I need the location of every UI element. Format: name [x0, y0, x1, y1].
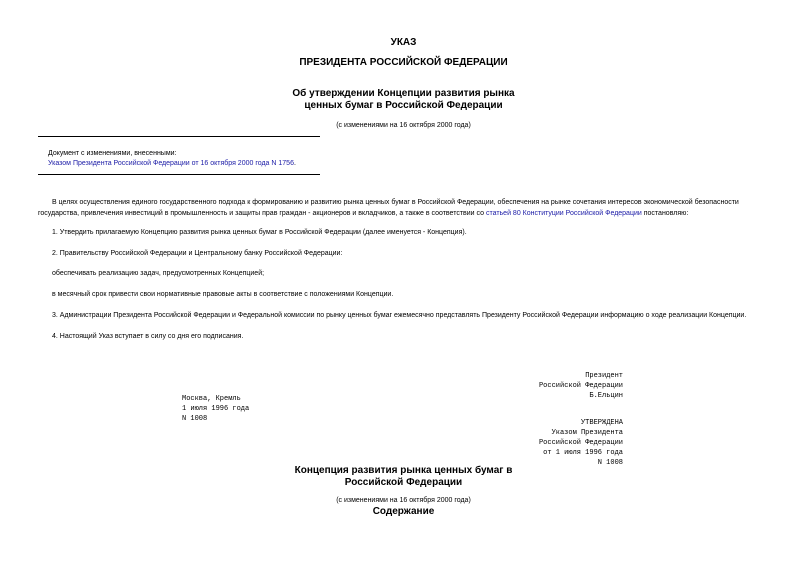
approved-title: УТВЕРЖДЕНА	[580, 419, 623, 427]
amendments-note: (с изменениями на 16 октября 2000 года)	[336, 122, 471, 129]
approved-number: N 1008	[597, 459, 623, 467]
signature-block	[470, 371, 623, 401]
concept-title-line-2: Российской Федерации	[344, 477, 463, 488]
document-box-label: Документ с изменениями, внесенными:	[48, 150, 177, 157]
item-2b: в месячный срок привести свои нормативные правовые акты в соответствие с положениями Концепции.	[52, 291, 394, 298]
document-box-link-line	[48, 158, 296, 169]
item-2a: обеспечивать реализацию задач, предусмотренных Концепцией;	[52, 270, 265, 277]
subject-line-2: ценных бумаг в Российской Федерации	[304, 100, 503, 111]
signature-name: Б.Ельцин	[589, 392, 623, 400]
approved-by: Указом Президента	[551, 429, 623, 437]
contents-heading: Содержание	[372, 506, 435, 517]
document-box-top-rule	[38, 136, 320, 137]
president-heading: ПРЕЗИДЕНТА РОССИЙСКОЙ ФЕДЕРАЦИИ	[299, 57, 508, 68]
concept-amendments-note: (с изменениями на 16 октября 2000 года)	[336, 497, 471, 504]
place-date-block	[182, 394, 249, 424]
approved-block	[470, 418, 623, 468]
date-line: 1 июля 1996 года	[182, 405, 250, 413]
document-box-bottom-rule	[38, 174, 320, 175]
signature-title: Президент	[585, 372, 623, 380]
intro-text-part2: постановляю:	[641, 210, 689, 217]
document-box-link-end: .	[293, 160, 296, 167]
approved-country: Российской Федерации	[538, 439, 623, 447]
subject-line-1: Об утверждении Концепции развития рынка	[292, 88, 515, 99]
intro-text-part1: В целях осуществления единого государственного подхода к формированию и развитию рынка ценных бумаг в Российской Федерации, обеспечения на рынке сочетания интересов экономической безопасности государства, привлечения инвестиций в промышленность и защиты прав граждан - акционеров и вкладчиков, а также в соответствии со	[38, 199, 739, 217]
item-3: 3. Администрации Президента Российской Федерации и Федеральной комиссии по рынку ценных бумаг ежемесячно представлять Президенту Российской Федерации информацию о ходе реализации Концепции.	[52, 312, 747, 319]
signature-country: Российской Федерации	[538, 382, 623, 390]
approved-date: от 1 июля 1996 года	[543, 449, 623, 457]
constitution-article-link[interactable]: статьей 80 Конституции Российской Федерации	[485, 210, 642, 217]
intro-paragraph	[38, 197, 769, 219]
place-line: Москва, Кремль	[182, 395, 241, 403]
item-4: 4. Настоящий Указ вступает в силу со дня его подписания.	[52, 333, 244, 340]
decree-heading: УКАЗ	[390, 37, 417, 48]
item-2: 2. Правительству Российской Федерации и Центральному банку Российской Федерации:	[52, 250, 343, 257]
item-1: 1. Утвердить прилагаемую Концепцию развития рынка ценных бумаг в Российской Федерации (далее именуется - Концепция).	[52, 229, 467, 236]
number-line: N 1008	[182, 415, 208, 423]
amendment-decree-link[interactable]: Указом Президента Российской Федерации от 16 октября 2000 года N 1756	[48, 160, 294, 167]
concept-title-line-1: Концепция развития рынка ценных бумаг в	[294, 465, 513, 476]
